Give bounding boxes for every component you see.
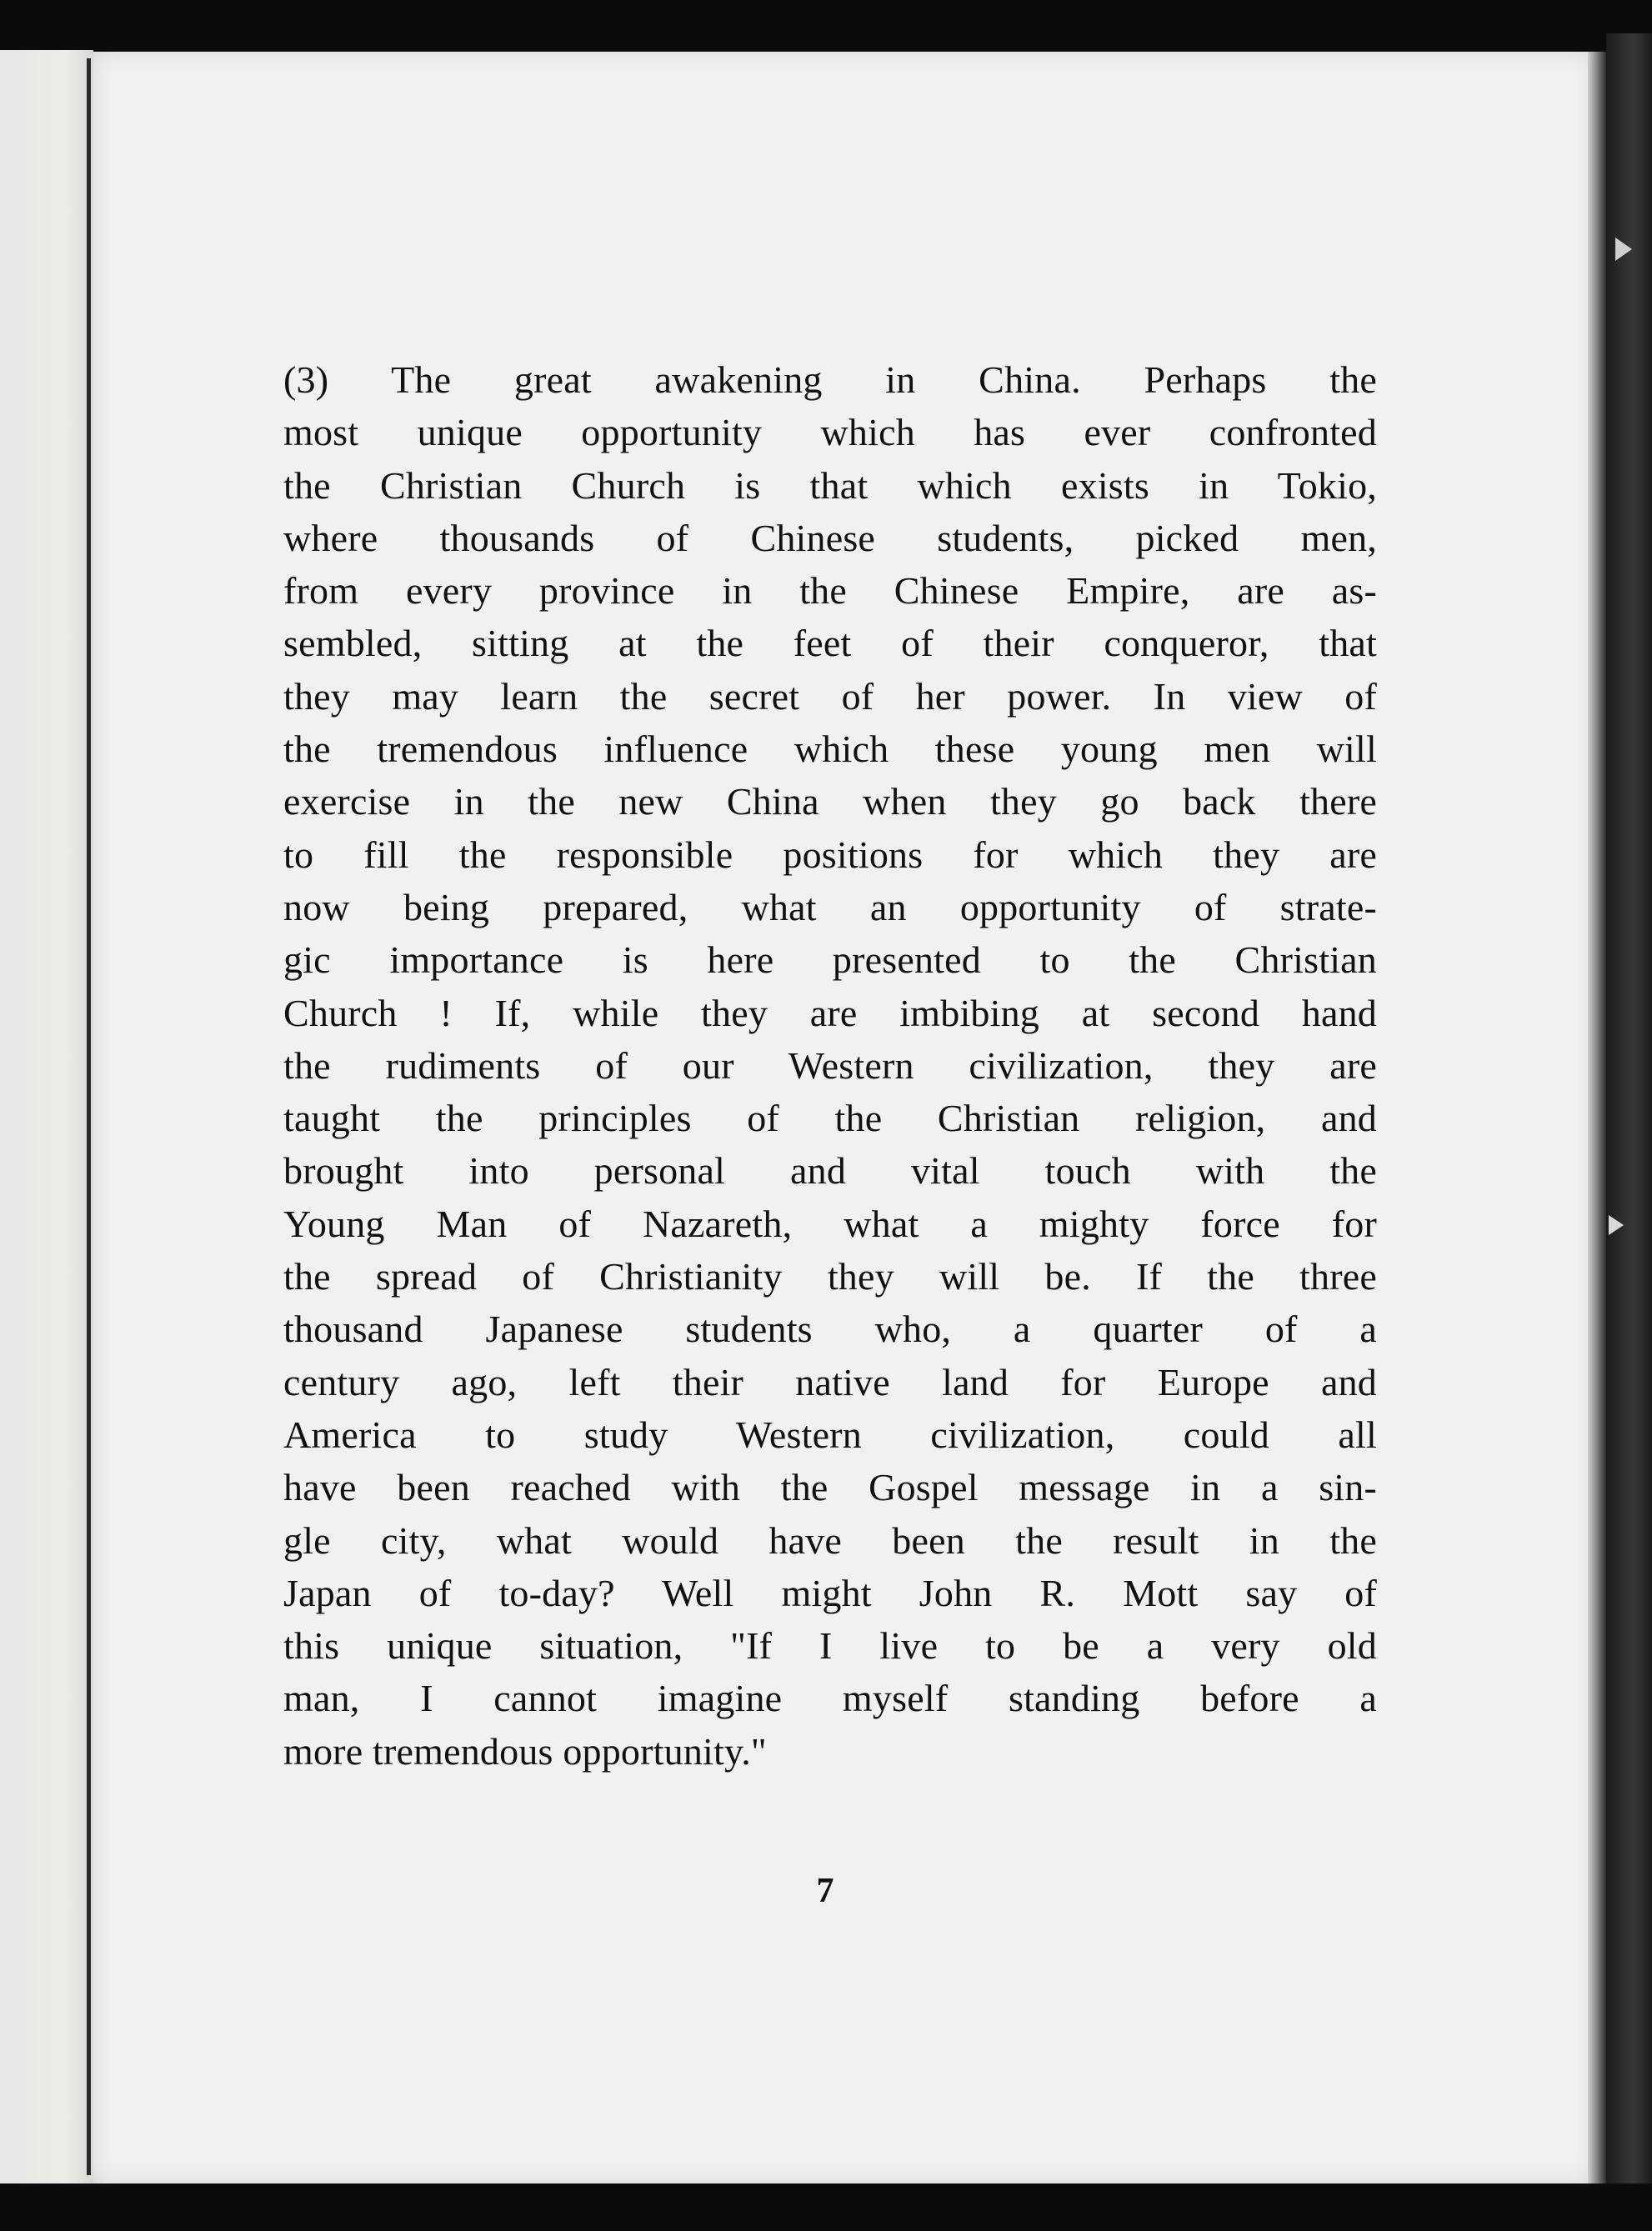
- text-line: gic importance is here presented to the Christian: [283, 938, 1377, 982]
- text-line: exercise in the new China when they go back there: [283, 780, 1377, 823]
- page-right-edge-shadow: [1588, 52, 1606, 2183]
- scanner-target-marker: [1609, 1215, 1624, 1235]
- scan-right-border: [1606, 33, 1652, 2200]
- text-line: man, I cannot imagine myself standing before a: [283, 1677, 1377, 1720]
- text-line: thousand Japanese students who, a quarter of a: [283, 1308, 1377, 1351]
- text-line: century ago, left their native land for Europe and: [283, 1360, 1377, 1403]
- text-line: gle city, what would have been the result in the: [283, 1518, 1377, 1562]
- text-line: Japan of to-day? Well might John R. Mott say of: [283, 1571, 1377, 1614]
- text-line: Church ! If, while they are imbibing at second hand: [283, 991, 1377, 1034]
- text-line: the Christian Church is that which exists in Tokio,: [283, 463, 1377, 507]
- text-line: to fill the responsible positions for which they are: [283, 833, 1377, 876]
- text-line: now being prepared, what an opportunity of strate-: [283, 885, 1377, 928]
- text-line: (3) The great awakening in China. Perhaps the: [283, 358, 1377, 401]
- text-line: taught the principles of the Christian religion, and: [283, 1097, 1377, 1140]
- scan-bottom-border: [0, 2183, 1652, 2231]
- text-line: America to study Western civilization, could all: [283, 1413, 1377, 1456]
- text-line: Young Man of Nazareth, what a mighty force for: [283, 1202, 1377, 1245]
- page-number: 7: [816, 1872, 834, 1910]
- text-line: where thousands of Chinese students, picked men,: [283, 516, 1377, 559]
- text-line: they may learn the secret of her power. In view of: [283, 674, 1377, 718]
- text-line: have been reached with the Gospel message in a sin-: [283, 1466, 1377, 1509]
- text-line: most unique opportunity which has ever confronted: [283, 411, 1377, 454]
- body-paragraph: [283, 353, 1377, 1778]
- book-gutter-line: [87, 58, 91, 2175]
- scanner-target-marker: [1615, 238, 1632, 261]
- text-line: brought into personal and vital touch with the: [283, 1149, 1377, 1193]
- text-line: from every province in the Chinese Empire, are as-: [283, 569, 1377, 613]
- text-line: the tremendous influence which these young men will: [283, 728, 1377, 771]
- text-line: more tremendous opportunity.": [283, 1729, 767, 1773]
- text-line: sembled, sitting at the feet of their conqueror, that: [283, 622, 1377, 665]
- facing-page-edge: [0, 50, 93, 2183]
- text-line: the rudiments of our Western civilization, they are: [283, 1043, 1377, 1087]
- scan-top-border: [0, 0, 1652, 54]
- text-line: this unique situation, "If I live to be a very old: [283, 1624, 1377, 1668]
- text-line: the spread of Christianity they will be. If the three: [283, 1255, 1377, 1298]
